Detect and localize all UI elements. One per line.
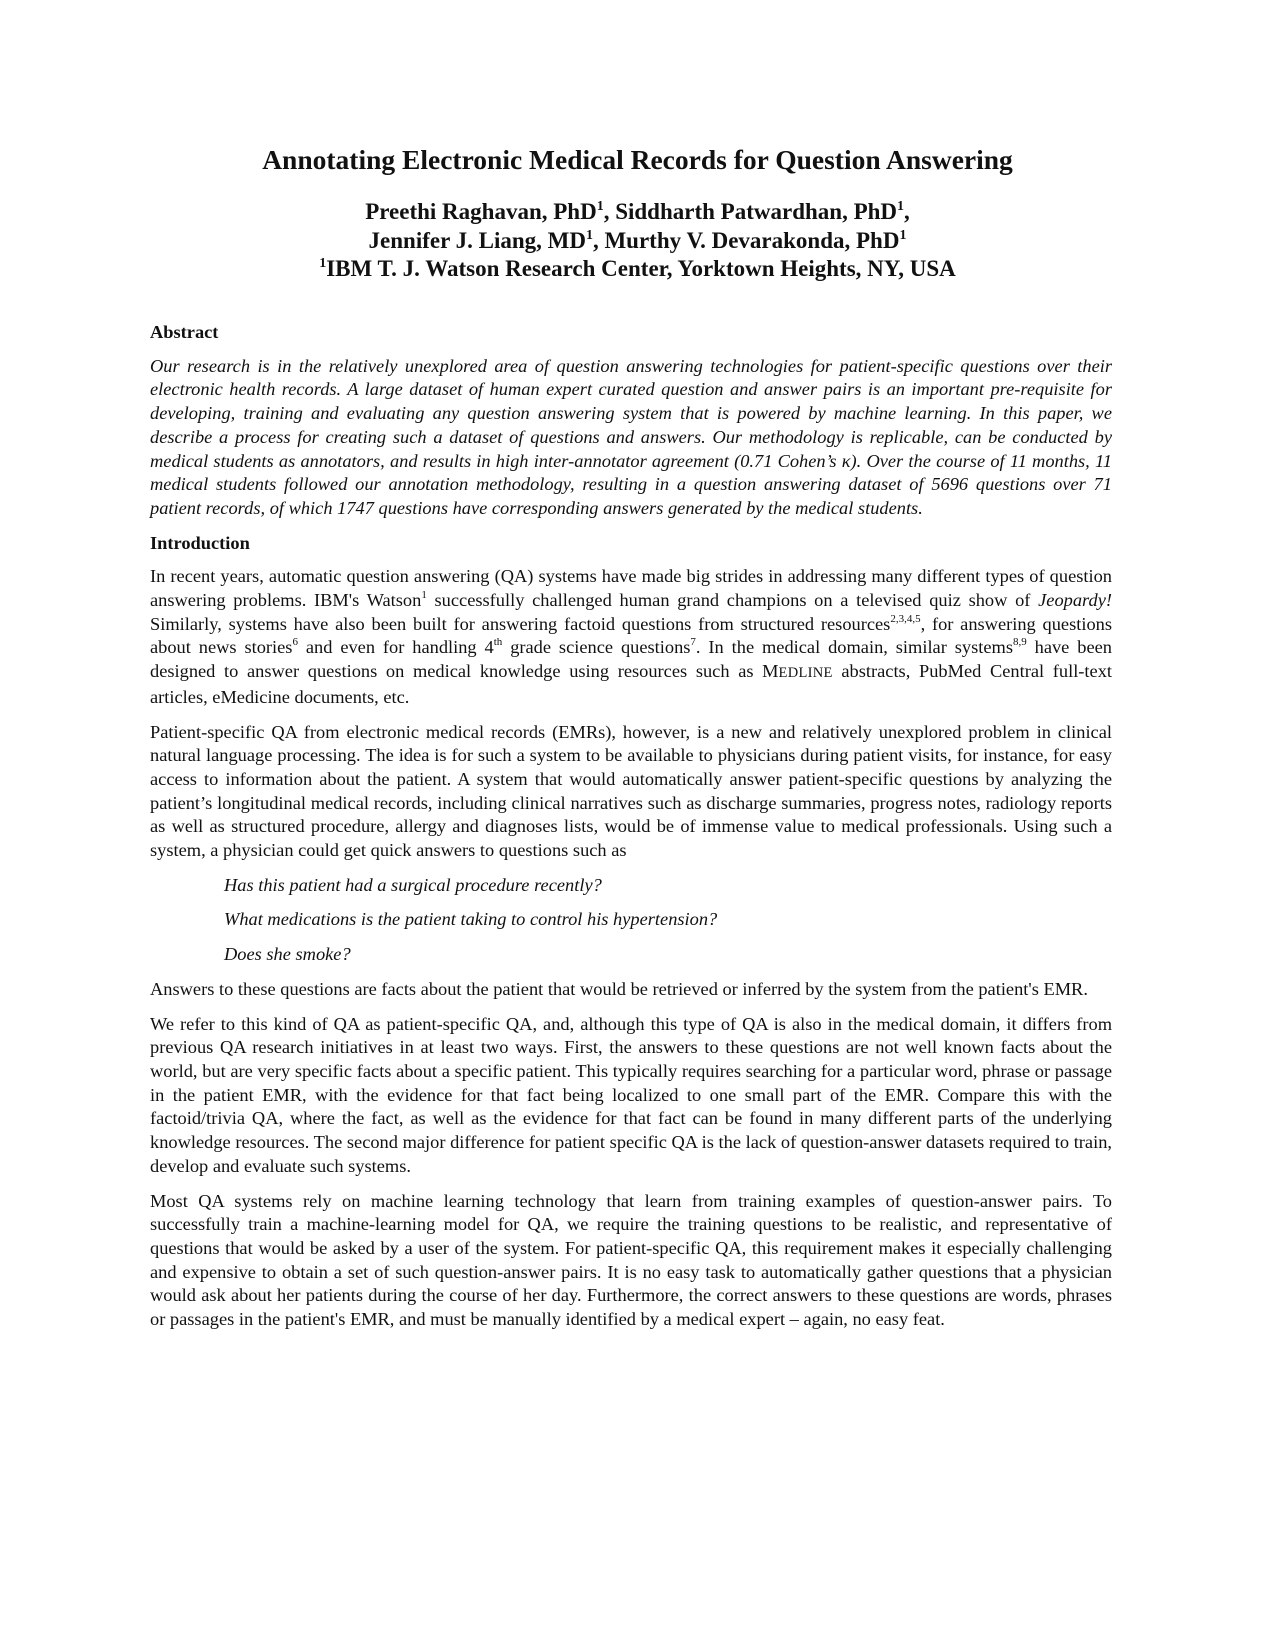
- affiliation-marker: 1: [596, 199, 604, 214]
- author-line-1: Preethi Raghavan, PhD$^1$, Siddharth Patwardhan, PhD$^1$,: [365, 199, 910, 224]
- affiliation-marker: 1: [899, 227, 907, 243]
- intro-paragraph-3: Answers to these questions are facts about the patient that would be retrieved or inferred by the system from the patient's EMR.: [150, 978, 1088, 999]
- medline-smallcaps: EDLINE: [778, 665, 833, 682]
- intro-paragraph-2: Patient-specific QA from electronic medical records (EMRs), however, is a new and relatively unexplored problem in clinical natural language processing. The idea is for such a system to be available to physicians during patient visits, for instance, for easy access to information about the patient. A system that would automatically answer patient-specific questions by analyzing the patient’s longitudinal medical records, including clinical narratives such as discharge summaries, progress notes, radiology reports as well as structured procedure, allergy and diagnoses lists, would be of immense value to medical professionals. Using such a system, a physician could get quick answers to questions such as: [150, 721, 1112, 861]
- paper-title: Annotating Electronic Medical Records for Question Answering: [262, 144, 1013, 175]
- author-name: Jennifer J. Liang, MD: [368, 227, 586, 253]
- affiliation: IBM T. J. Watson Research Center, Yorktown Heights, NY, USA: [326, 256, 956, 281]
- citation-ref: 7: [690, 636, 696, 649]
- paper-body: [150, 321, 1112, 1343]
- author-name: Preethi Raghavan, PhD: [365, 199, 597, 224]
- example-question: Has this patient had a surgical procedure recently?: [224, 874, 602, 895]
- affiliation-marker: 1: [585, 227, 593, 243]
- ordinal-suffix: th: [493, 636, 503, 649]
- example-question: What medications is the patient taking to control his hypertension?: [224, 909, 718, 930]
- citation-ref: 2,3,4,5: [890, 612, 921, 625]
- affiliation-marker: 1: [897, 199, 905, 214]
- example-question: Does she smoke?: [224, 944, 351, 965]
- citation-ref: 1: [421, 589, 427, 602]
- abstract-text: Our research is in the relatively unexplored area of question answering technologies for patient-specific questions over their electronic health records. A large dataset of human expert curated question and answer pairs is an important pre-requisite for developing, training and evaluating any question answering system that is powered by machine learning. In this paper, we describe a process for creating such a dataset of questions and answers. Our methodology is replicable, can be conducted by medical students as annotators, and results in high inter-annotator agreement (0.71 Cohen’s κ). Over the course of 11 months, 11 medical students followed our annotation methodology, resulting in a question answering dataset of 5696 questions over 71 patient records, of which 1747 questions have corresponding answers generated by the medical students.: [150, 355, 1112, 518]
- affiliation-marker: 1: [319, 256, 327, 271]
- affiliation-line: [0, 255, 1275, 284]
- author-block: [0, 198, 1275, 284]
- show-title: Jeopardy!: [1038, 590, 1112, 611]
- abstract-heading: Abstract: [150, 322, 219, 342]
- author-name: Siddharth Patwardhan, PhD: [615, 199, 898, 224]
- author-name: Murthy V. Devarakonda, PhD: [604, 227, 900, 253]
- introduction-heading: Introduction: [150, 532, 250, 553]
- citation-ref: 6: [292, 636, 298, 649]
- intro-paragraph-4: We refer to this kind of QA as patient-specific QA, and, although this type of QA is also in the medical domain, it differs from previous QA research initiatives in at least two ways. First, the answers to these questions are not well known facts about the world, but are very specific facts about a specific patient. This typically requires searching for a particular word, phrase or passage in the patient EMR, with the evidence for that fact being localized to one small part of the EMR. Compare this with the factoid/trivia QA, where the fact, as well as the evidence for that fact can be found in many different parts of the underlying knowledge resources. The second major difference for patient specific QA is the lack of question-answer datasets required to train, develop and evaluate such systems.: [150, 1013, 1112, 1176]
- author-line-2: Jennifer J. Liang, $MD^1$, Murthy V. Devarakonda, PhD$^1$: [368, 227, 907, 253]
- citation-ref: 8,9: [1012, 636, 1027, 649]
- intro-paragraph-1: In recent years, automatic question answering (QA) systems have made big strides in addressing many different types of question answering problems. IBM's Watson$^1$ successfully challenged human grand champions on a televised quiz show of Jeopardy! Similarly, systems have also been built for answering factoid questions from structured resources$^{2,3,4,5}$, for answering questions about news stories$^6$ and even for handling 4th grade science questions$^7$. In the medical domain, similar systems$^{8,9}$ have been designed to answer questions on medical knowledge using resources such as MEDLINE abstracts, PubMed Central full-text articles, eMedicine documents, etc.: [150, 566, 1113, 707]
- intro-paragraph-5: Most QA systems rely on machine learning technology that learn from training examples of question-answer pairs. To successfully train a machine-learning model for QA, we require the training questions to be realistic, and representative of questions that would be asked by a user of the system. For patient-specific QA, this requirement makes it especially challenging and expensive to obtain a set of such question-answer pairs. It is no easy task to automatically gather questions that a physician would ask about her patients during the course of her day. Furthermore, the correct answers to these questions are words, phrases or passages in the patient's EMR, and must be manually identified by a medical expert – again, no easy feat.: [150, 1190, 1112, 1330]
